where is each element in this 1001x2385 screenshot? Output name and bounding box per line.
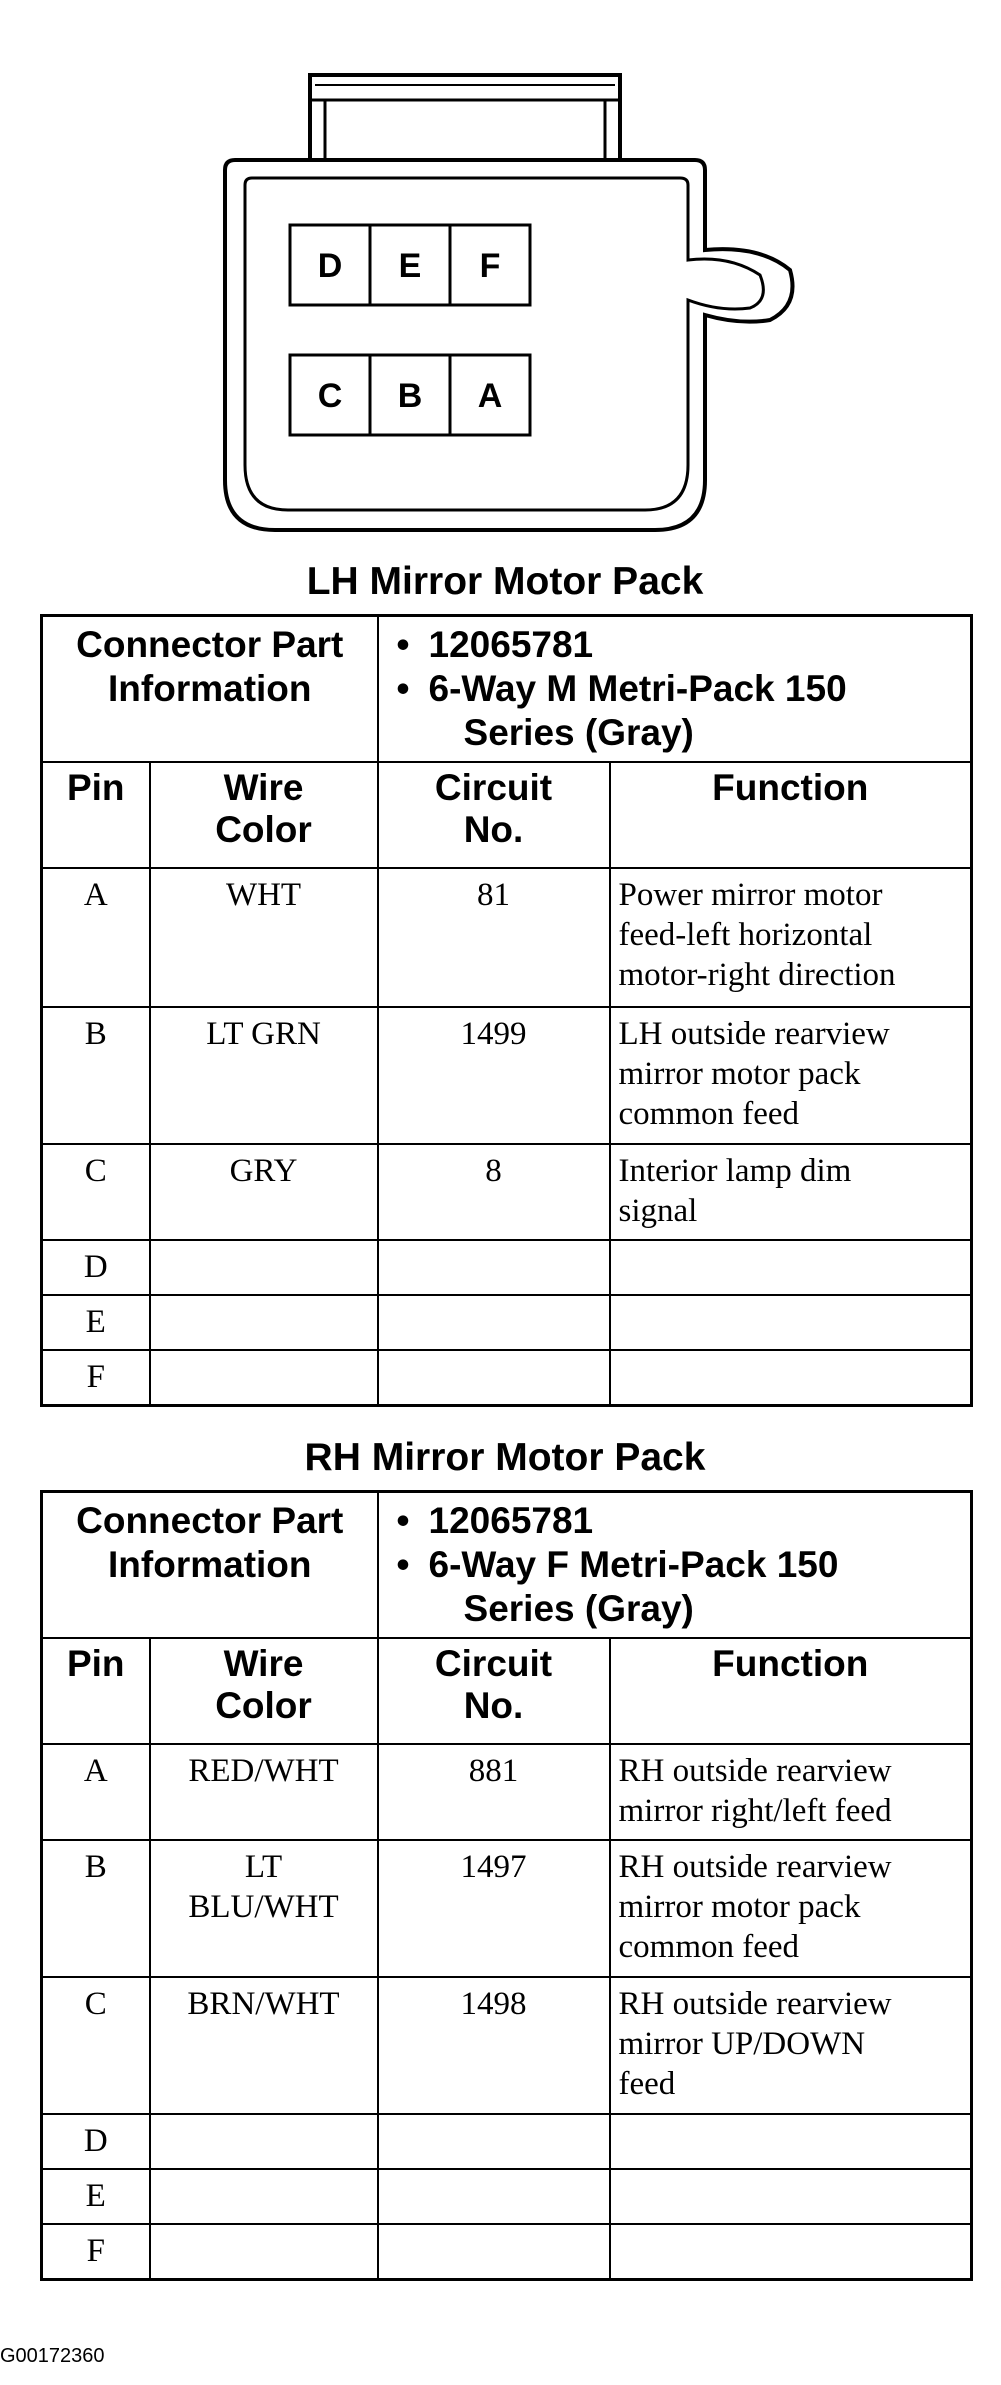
col-header-circuit: Circuit No.	[378, 762, 610, 868]
circuit-cell	[378, 1350, 610, 1405]
rh-connector-table	[40, 1490, 973, 2281]
function-cell: RH outside rearview mirror UP/DOWN feed	[610, 1977, 972, 2114]
wire-color-cell	[150, 1240, 378, 1295]
table-row	[42, 1840, 972, 1977]
function-cell: RH outside rearview mirror right/left feed	[610, 1744, 972, 1840]
wire-color-cell: RED/WHT	[150, 1744, 378, 1840]
pin-cell: A	[42, 868, 150, 1007]
rh-connector-info-value: • 12065781 • 6-Way F Metri-Pack 150 Series (Gray)	[378, 1492, 972, 1639]
rh-header-row	[42, 1638, 972, 1744]
function-cell	[610, 2169, 972, 2224]
lh-connector-table	[40, 614, 973, 1407]
wire-color-cell: LT GRN	[150, 1007, 378, 1144]
table-row	[42, 1350, 972, 1405]
table-row	[42, 1007, 972, 1144]
rh-part-number: 12065781	[428, 1500, 594, 1541]
table-row	[42, 2169, 972, 2224]
circuit-cell	[378, 2114, 610, 2169]
table-row	[42, 1144, 972, 1240]
lh-part-number: 12065781	[428, 624, 594, 665]
pin-cell: B	[42, 1007, 150, 1144]
rh-section-title: RH Mirror Motor Pack	[304, 1436, 706, 1479]
table-row	[42, 1240, 972, 1295]
table-row	[42, 1295, 972, 1350]
connector-face-diagram	[200, 60, 800, 540]
table-row	[42, 868, 972, 1007]
cavity-label-a: A	[477, 377, 503, 415]
function-cell: RH outside rearview mirror motor pack common feed	[610, 1840, 972, 1977]
function-cell	[610, 1240, 972, 1295]
cavity-label-d: D	[317, 247, 343, 285]
circuit-cell: 1497	[378, 1840, 610, 1977]
function-cell: Interior lamp dim signal	[610, 1144, 972, 1240]
table-row	[42, 2114, 972, 2169]
figure-code: G00172360	[0, 2345, 105, 2367]
function-cell: Power mirror motor feed-left horizontal motor-right direction	[610, 868, 972, 1007]
col-header-wire-color: Wire Color	[150, 762, 378, 868]
circuit-cell	[378, 1240, 610, 1295]
circuit-cell: 8	[378, 1144, 610, 1240]
col-header-circuit: Circuit No.	[378, 1638, 610, 1744]
function-cell: LH outside rearview mirror motor pack common feed	[610, 1007, 972, 1144]
circuit-cell: 881	[378, 1744, 610, 1840]
circuit-cell: 1498	[378, 1977, 610, 2114]
circuit-cell: 81	[378, 868, 610, 1007]
lh-connector-info-label	[42, 616, 378, 763]
cavity-label-c: C	[317, 377, 343, 415]
wire-color-cell: BRN/WHT	[150, 1977, 378, 2114]
lh-part-desc: 6-Way M Metri-Pack 150	[428, 668, 847, 709]
circuit-cell	[378, 1295, 610, 1350]
col-header-pin: Pin	[42, 762, 150, 868]
table-row	[42, 1744, 972, 1840]
lh-part-desc-cont: Series (Gray)	[463, 712, 694, 753]
pin-cell: D	[42, 2114, 150, 2169]
info-label-line1: Connector Part	[76, 1500, 344, 1541]
col-header-pin: Pin	[42, 1638, 150, 1744]
function-cell	[610, 2114, 972, 2169]
table-row	[42, 2224, 972, 2279]
col-header-wire-color: Wire Color	[150, 1638, 378, 1744]
circuit-cell	[378, 2224, 610, 2279]
lh-connector-info-value: • 12065781 • 6-Way M Metri-Pack 150 Series (Gray)	[378, 616, 972, 763]
wire-color-cell: WHT	[150, 868, 378, 1007]
info-label-line1: Connector Part	[76, 624, 344, 665]
col-header-function: Function	[610, 1638, 972, 1744]
pin-cell: B	[42, 1840, 150, 1977]
pin-cell: C	[42, 1144, 150, 1240]
lh-info-row	[42, 616, 972, 763]
rh-part-desc-cont: Series (Gray)	[463, 1588, 694, 1629]
pin-cell: D	[42, 1240, 150, 1295]
wire-color-cell	[150, 2169, 378, 2224]
function-cell	[610, 1350, 972, 1405]
circuit-cell	[378, 2169, 610, 2224]
function-cell	[610, 2224, 972, 2279]
pin-cell: E	[42, 2169, 150, 2224]
lh-header-row	[42, 762, 972, 868]
wire-color-cell	[150, 1350, 378, 1405]
wire-color-cell	[150, 1295, 378, 1350]
wire-color-cell	[150, 2114, 378, 2169]
pin-cell: A	[42, 1744, 150, 1840]
rh-info-row	[42, 1492, 972, 1639]
cavity-label-f: F	[479, 247, 501, 285]
pin-cell: F	[42, 1350, 150, 1405]
wire-color-cell	[150, 2224, 378, 2279]
pin-cell: C	[42, 1977, 150, 2114]
rh-part-desc: 6-Way F Metri-Pack 150	[428, 1544, 839, 1585]
pin-cell: F	[42, 2224, 150, 2279]
wire-color-cell: GRY	[150, 1144, 378, 1240]
cavity-label-e: E	[398, 247, 422, 285]
table-row	[42, 1977, 972, 2114]
col-header-function: Function	[610, 762, 972, 868]
info-label-line2: Information	[108, 668, 312, 709]
cavity-label-b: B	[397, 377, 423, 415]
rh-connector-info-label	[42, 1492, 378, 1639]
lh-section-title: LH Mirror Motor Pack	[306, 560, 704, 603]
pin-cell: E	[42, 1295, 150, 1350]
circuit-cell: 1499	[378, 1007, 610, 1144]
wire-color-cell: LT BLU/WHT	[150, 1840, 378, 1977]
function-cell	[610, 1295, 972, 1350]
connector-outline	[200, 60, 800, 540]
info-label-line2: Information	[108, 1544, 312, 1585]
